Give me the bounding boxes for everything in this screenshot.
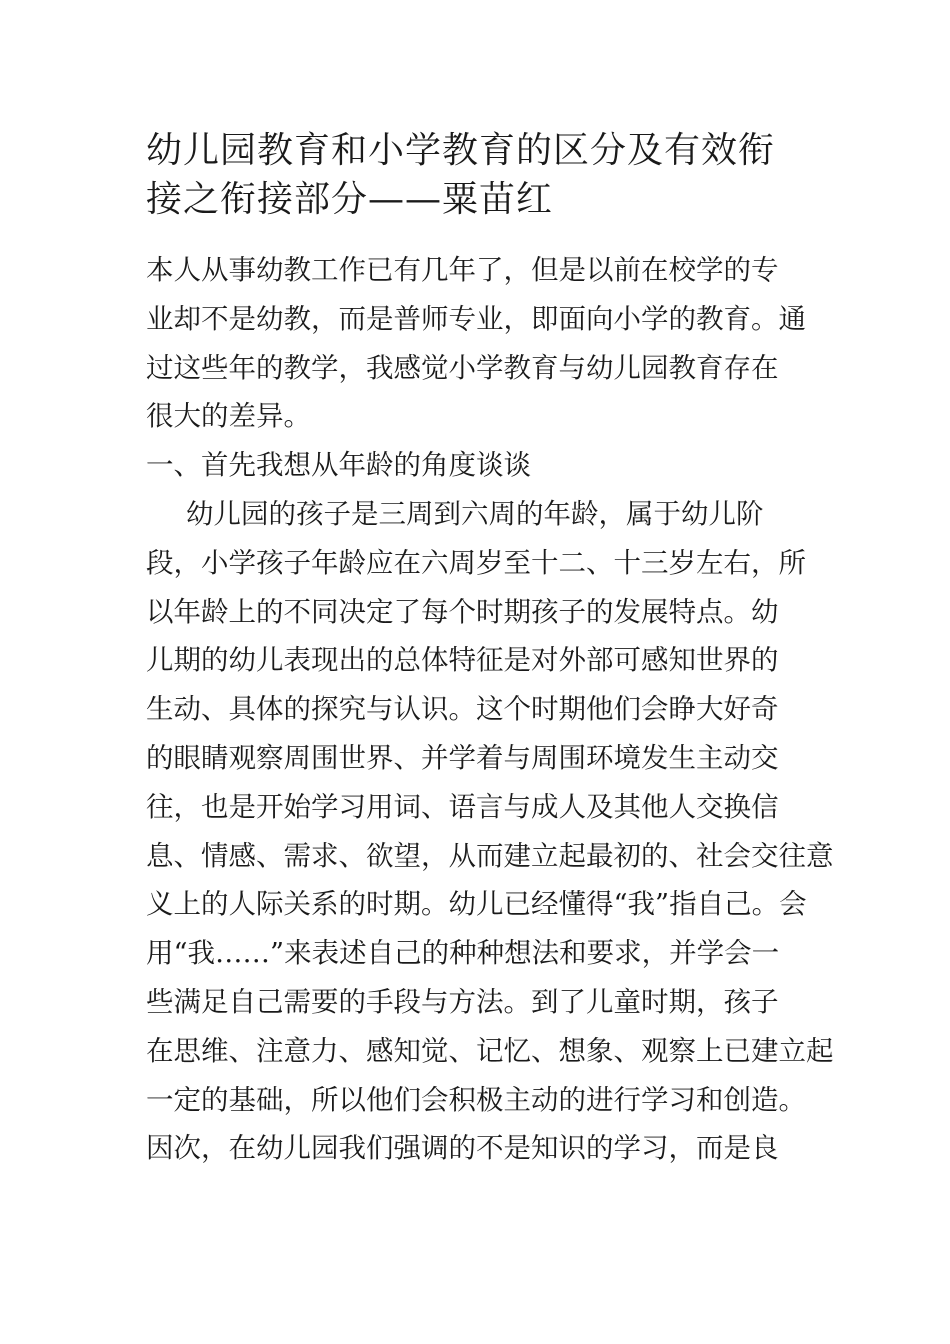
body-line: 本人从事幼教工作已有几年了，但是以前在校学的专 <box>146 254 779 286</box>
body-line: 业却不是幼教，而是普师专业，即面向小学的教育。通 <box>146 302 806 335</box>
body-line: 生动、具体的探究与认识。这个时期他们会睁大好奇 <box>146 693 779 726</box>
body-line: 息、情感、需求、欲望，从而建立起最初的、社会交往意 <box>146 839 834 872</box>
document-body <box>146 246 834 1173</box>
body-line: 幼儿园的孩子是三周到六周的年龄，属于幼儿阶 <box>186 497 764 530</box>
body-line: 因次，在幼儿园我们强调的不是知识的学习，而是良 <box>146 1132 779 1165</box>
body-line: 以年龄上的不同决定了每个时期孩子的发展特点。幼 <box>146 595 779 628</box>
section-heading: 一、首先我想从年龄的角度谈谈 <box>146 449 531 482</box>
body-line: 很大的差异。 <box>146 400 311 433</box>
body-line: 一定的基础，所以他们会积极主动的进行学习和创造。 <box>146 1083 806 1116</box>
body-line: 义上的人际关系的时期。幼儿已经懂得“我”指自己。会 <box>146 888 807 921</box>
document-title <box>146 128 826 226</box>
body-line: 过这些年的教学，我感觉小学教育与幼儿园教育存在 <box>146 351 779 384</box>
title-line: 接之衔接部分——粟苗红 <box>146 178 554 220</box>
body-line: 儿期的幼儿表现出的总体特征是对外部可感知世界的 <box>146 644 779 677</box>
body-line: 用“我……”来表述自己的种种想法和要求，并学会一 <box>146 937 780 970</box>
body-line: 在思维、注意力、感知觉、记忆、想象、观察上已建立起 <box>146 1034 834 1067</box>
body-line: 段，小学孩子年龄应在六周岁至十二、十三岁左右，所 <box>146 546 806 579</box>
body-line: 的眼睛观察周围世界、并学着与周围环境发生主动交 <box>146 741 779 774</box>
title-line: 幼儿园教育和小学教育的区分及有效衔 <box>146 130 776 171</box>
body-line: 往，也是开始学习用词、语言与成人及其他人交换信 <box>146 790 779 823</box>
body-line: 些满足自己需要的手段与方法。到了儿童时期，孩子 <box>146 985 779 1018</box>
